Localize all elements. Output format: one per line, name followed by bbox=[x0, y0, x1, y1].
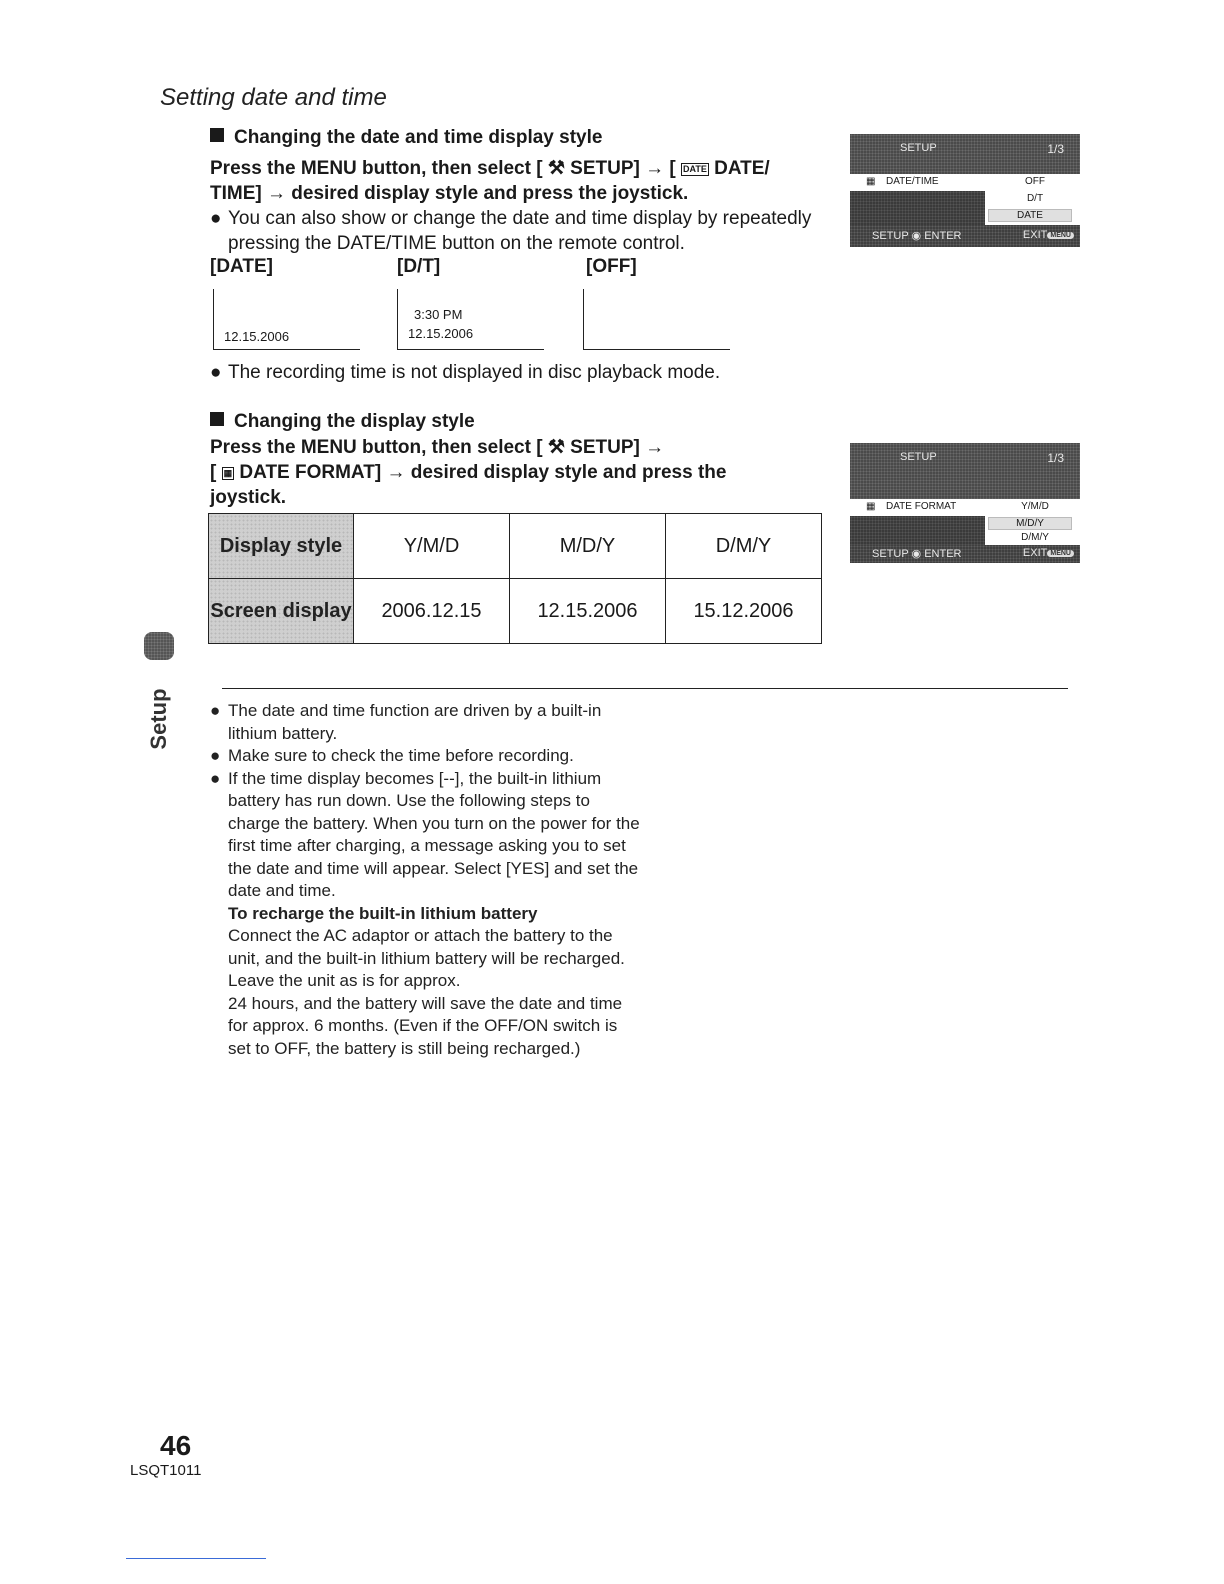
footer-enter-text: ENTER bbox=[924, 548, 962, 560]
menu-footer-right bbox=[1023, 547, 1074, 559]
menu-option-selected: DATE bbox=[988, 209, 1072, 222]
menu-row bbox=[850, 191, 1080, 208]
row-header-display-style: Display style bbox=[209, 514, 354, 579]
bullet-dot-icon: ● bbox=[210, 746, 221, 765]
bullet-dot-icon: ● bbox=[210, 768, 221, 788]
dt-time-text: 3:30 PM bbox=[414, 307, 463, 322]
date-format-icon: ▦ bbox=[866, 501, 876, 512]
menu-page: 1/3 bbox=[1047, 142, 1064, 156]
menu-footer bbox=[850, 225, 1080, 247]
bullet-text: You can also show or change the date and time display by repeatedly pressing the DATE/TIME button on the remote control. bbox=[228, 208, 812, 254]
menu-title-bar bbox=[850, 443, 1080, 499]
menu-row bbox=[850, 208, 1080, 225]
menu-option: D/M/Y bbox=[1021, 532, 1049, 543]
note-text: The recording time is not displayed in disc playback mode. bbox=[228, 362, 721, 383]
square-bullet-icon bbox=[210, 412, 224, 426]
date-format-table bbox=[208, 513, 822, 644]
menu-option: D/T bbox=[1026, 193, 1044, 204]
note-text: If the time display becomes [--], the built-in lithium battery has run down. Use the following steps to charge the battery. When you turn on the power for the first time after charging, a message asking you to set the date and time will appear. Select [YES] and set the date and time. bbox=[228, 768, 640, 900]
footer-enter-text: ENTER bbox=[924, 230, 962, 242]
section1-bullet bbox=[210, 206, 830, 256]
menu-row bbox=[850, 533, 1080, 545]
instr-text: SETUP] → bbox=[570, 437, 665, 458]
page-number: 46 bbox=[160, 1430, 192, 1461]
section2-heading-text: Changing the display style bbox=[234, 411, 475, 432]
section2-instruction bbox=[210, 435, 830, 510]
square-bullet-icon bbox=[210, 128, 224, 142]
recharge-heading: To recharge the built-in lithium battery bbox=[228, 903, 538, 923]
menu-title: SETUP bbox=[900, 451, 937, 463]
instr-text: DATE/ bbox=[714, 158, 770, 179]
menu-item-label: DATE FORMAT bbox=[886, 501, 957, 512]
section2-heading bbox=[210, 411, 475, 433]
setup-tool-icon: ⚒ bbox=[547, 437, 565, 458]
footer-exit-text: EXIT bbox=[1022, 547, 1048, 559]
row-header-screen-display: Screen display bbox=[209, 579, 354, 644]
instr-text: SETUP] → [ bbox=[570, 158, 676, 179]
footer-setup-text: SETUP bbox=[872, 548, 909, 560]
note-text: Make sure to check the time before recording. bbox=[228, 746, 574, 765]
section1-instruction bbox=[210, 156, 830, 206]
page-title: Setting date and time bbox=[160, 84, 387, 111]
date-example-text: 12.15.2006 bbox=[224, 329, 290, 344]
instr-text: Press the MENU button, then select [ bbox=[210, 437, 543, 458]
table-cell: Y/M/D bbox=[354, 514, 510, 579]
footer-setup-text: SETUP bbox=[872, 230, 909, 242]
bullet-dot-icon: ● bbox=[210, 362, 222, 383]
setup-menu-datetime bbox=[850, 134, 1080, 247]
joystick-icon: ◉ bbox=[911, 548, 922, 560]
instr-text: TIME] → desired display style and press the joystick. bbox=[210, 183, 689, 204]
recharge-text: 24 hours, and the battery will save the date and time for approx. 6 months. (Even if the OFF/ON switch is set to OFF, the battery is still being recharged.) bbox=[228, 993, 623, 1058]
menu-item-label: DATE/TIME bbox=[886, 176, 939, 187]
setup-menu-dateformat bbox=[850, 443, 1080, 563]
setup-tool-icon: ⚒ bbox=[547, 158, 565, 179]
bullet-dot-icon: ● bbox=[210, 701, 221, 720]
menu-footer-left bbox=[872, 547, 962, 560]
menu-row bbox=[850, 516, 1080, 533]
menu-button-icon: MENU bbox=[1047, 232, 1074, 239]
menu-row bbox=[850, 499, 1080, 516]
off-display-example bbox=[583, 289, 730, 350]
menu-option-selected: M/D/Y bbox=[988, 517, 1072, 530]
menu-title-bar bbox=[850, 134, 1080, 174]
table-row bbox=[209, 579, 822, 644]
date-icon: DATE bbox=[683, 164, 707, 174]
menu-footer bbox=[850, 545, 1080, 563]
bullet-dot-icon: ● bbox=[210, 208, 222, 229]
menu-row bbox=[850, 174, 1080, 191]
section1-heading bbox=[210, 127, 602, 149]
instr-text: joystick. bbox=[210, 487, 287, 508]
section1-note bbox=[210, 360, 830, 385]
dt-date-text: 12.15.2006 bbox=[408, 326, 474, 341]
date-icon: ▦ bbox=[866, 176, 876, 187]
table-cell: 2006.12.15 bbox=[354, 579, 510, 644]
instr-text: [ bbox=[210, 462, 217, 483]
menu-option: Y/M/D bbox=[1021, 501, 1049, 512]
instr-text: DATE FORMAT] → desired display style and press the bbox=[239, 462, 727, 483]
label-off: [OFF] bbox=[586, 256, 637, 277]
table-cell: 15.12.2006 bbox=[666, 579, 822, 644]
table-cell: D/M/Y bbox=[666, 514, 822, 579]
date-format-icon: ▦ bbox=[223, 468, 233, 478]
menu-option: OFF bbox=[1025, 176, 1045, 187]
menu-footer-right bbox=[1023, 229, 1074, 241]
date-display-example bbox=[213, 289, 360, 350]
instr-text: Press the MENU button, then select [ bbox=[210, 158, 543, 179]
dt-display-example bbox=[397, 289, 544, 350]
label-dt: [D/T] bbox=[397, 256, 441, 277]
table-cell: M/D/Y bbox=[510, 514, 666, 579]
section-tab-marker bbox=[144, 632, 174, 660]
table-row bbox=[209, 514, 822, 579]
footer-exit-text: EXIT bbox=[1022, 229, 1048, 241]
joystick-icon: ◉ bbox=[911, 230, 922, 242]
menu-footer-left bbox=[872, 229, 962, 242]
section1-heading-text: Changing the date and time display style bbox=[234, 127, 603, 148]
label-date: [DATE] bbox=[210, 256, 273, 277]
recharge-text: Connect the AC adaptor or attach the battery to the unit, and the built-in lithium battery will be recharged. Leave the unit as is for approx. bbox=[228, 926, 625, 990]
note-text: The date and time function are driven by a built-in lithium battery. bbox=[228, 701, 602, 743]
document-code: LSQT1011 bbox=[130, 1462, 202, 1479]
divider bbox=[222, 688, 1068, 689]
menu-button-icon: MENU bbox=[1047, 550, 1074, 557]
menu-page: 1/3 bbox=[1047, 451, 1064, 465]
section-tab-label: Setup bbox=[146, 688, 171, 750]
table-cell: 12.15.2006 bbox=[510, 579, 666, 644]
notes-block bbox=[210, 700, 640, 1060]
bottom-rule bbox=[126, 1558, 266, 1559]
menu-title: SETUP bbox=[900, 142, 937, 154]
